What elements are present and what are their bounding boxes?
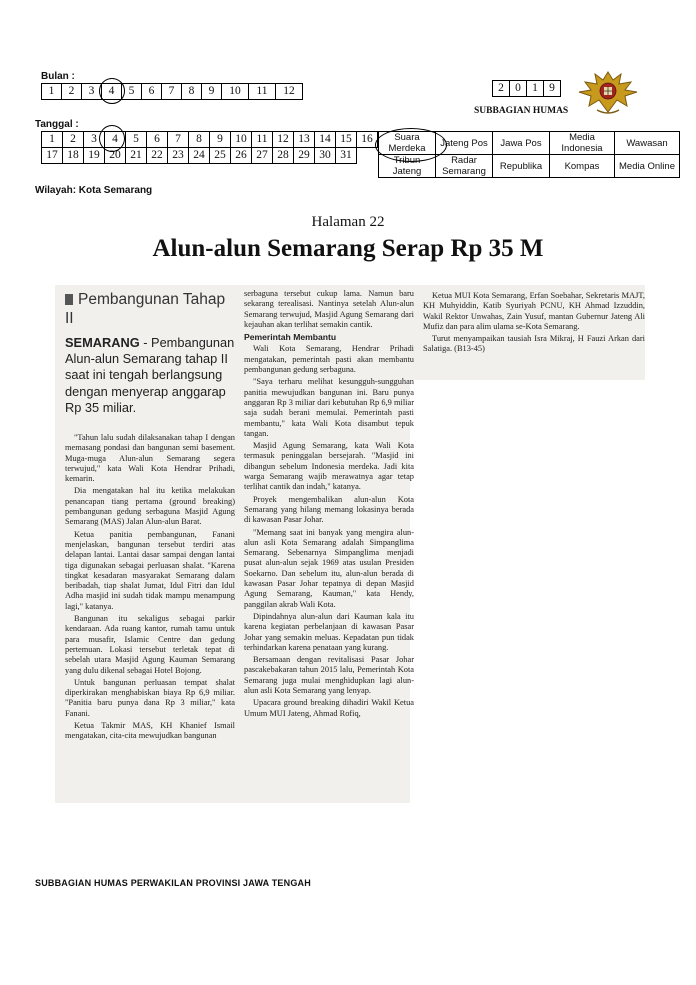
article-paragraph: Ketua MUI Kota Semarang, Erfan Soebahar, Sekretaris MAJT, KH Muhyiddin, Katib Syuriyah PCNU, KH Ahmad Izzuddin, Wakil Rektor Unwahas, Zain Yusuf, mantan Gubernur Jateng Ali Mufiz dan para alim ulama se-Kota Semarang.: [423, 291, 645, 331]
article-headline: Alun-alun Semarang Serap Rp 35 M: [152, 235, 544, 262]
tanggal-cell: 1: [42, 132, 63, 148]
article-paragraph: Ketua panitia pembangunan, Fanani menjelaskan, bangunan tersebut terdiri atas delapan lantai. Lantai dasar sampai dengan lantai tiga digunakan sebagai perluasan shalat. "Karena tingkat kesadaran masyarakat Semarang dalam beribadah, tiap shalat Jumat, Idul Fitri dan Idul Adha masjid ini sudah tidak mampu menampung lagi," katanya.: [65, 529, 235, 611]
tanggal-cell: 30: [315, 148, 336, 164]
article-paragraph: Dia mengatakan hal itu ketika melakukan penancapan tiang pertama (ground breaking) pembangunan gedung serbaguna Masjid Agung Semarang (MAS) Jalan Alun-alun Barat.: [65, 486, 235, 527]
media-cell: Media Online: [615, 155, 680, 178]
article-paragraph: Bersamaan dengan revitalisasi Pasar Johar pascakebakaran tahun 2015 lalu, Pemerintah Kota Semarang juga mulai menghidupkan lagi alun-alun asli Kota Semarang yang lenyap.: [244, 655, 414, 695]
tanggal-cell: 20: [105, 148, 126, 164]
tanggal-cell: 17: [42, 148, 63, 164]
tanggal-cell: 12: [273, 132, 294, 148]
article-paragraph: "Saya terharu melihat kesungguh-sungguhan panitia mewujudkan bangunan ini. Baru punya anggaran Rp 3 miliar dari kebutuhan Rp 6,9 miliar saja sudah berani memulai. Pemerintah pasti membantu," kata Wali Kota disambut tepuk tangan.: [244, 377, 414, 438]
media-cell: Radar Semarang: [436, 155, 493, 178]
col2-top-text: serbaguna tersebut cukup lama. Namun baru sekarang terealisasi. Nantinya setelah Alun-alun Semarang terwujud, Masjid Agung Semarang dari kejauhan akan terlihat semakin cantik.: [244, 289, 414, 329]
bulan-grid: [41, 83, 303, 100]
media-cell: Media Indonesia: [550, 132, 615, 155]
tanggal-cell: 16: [357, 132, 378, 148]
bulan-cell: 4: [102, 84, 122, 100]
subbagian-humas-label: SUBBAGIAN HUMAS: [474, 106, 569, 116]
garuda-emblem-icon: [577, 66, 639, 118]
year-digit-cell: 0: [510, 81, 527, 97]
tanggal-cell: 23: [168, 148, 189, 164]
article-paragraph: Turut menyampaikan tausiah Isra Mikraj, H Fauzi Arkan dari Salatiga. (B13-45): [423, 334, 645, 354]
media-cell: Jawa Pos: [493, 132, 550, 155]
media-cell: Wawasan: [615, 132, 680, 155]
tanggal-cell: 22: [147, 148, 168, 164]
tanggal-cell: 25: [210, 148, 231, 164]
page-number: Halaman 22: [311, 214, 385, 230]
article-paragraph: Upacara ground breaking dihadiri Wakil Ketua Umum MUI Jateng, Ahmad Rofiq,: [244, 698, 414, 718]
article-paragraph: Bangunan itu sekaligus sebagai parkir kendaraan. Ada ruang kantor, rumah tamu untuk para musafir, Islamic Centre dan gedung pertemuan. Lokasi tersebut terletak tepat di sebelah utara Masjid Agung Kauman Semarang yang dulu dikenal sebagai Hotel Bojong.: [65, 614, 235, 675]
kicker-square-icon: [65, 294, 73, 305]
tanggal-selection-circle: [99, 125, 125, 152]
lead-paragraph: [65, 335, 235, 416]
footer-text: SUBBAGIAN HUMAS PERWAKILAN PROVINSI JAWA TENGAH: [35, 878, 311, 888]
bulan-cell: 3: [82, 84, 102, 100]
wilayah-label: Wilayah: Kota Semarang: [35, 185, 153, 196]
tanggal-label: Tanggal :: [35, 119, 79, 130]
bulan-cell: 6: [142, 84, 162, 100]
tanggal-cell: 18: [63, 148, 84, 164]
year-digit-cell: 1: [527, 81, 544, 97]
bulan-label: Bulan :: [41, 71, 75, 82]
media-cell: Republika: [493, 155, 550, 178]
tanggal-cell: 3: [84, 132, 105, 148]
media-cell: Kompas: [550, 155, 615, 178]
tanggal-cell: 26: [231, 148, 252, 164]
tanggal-cell: 7: [168, 132, 189, 148]
col2-subhead: Pemerintah Membantu: [244, 332, 337, 343]
lead-text: - Pembangunan Alun-alun Semarang tahap II saat ini tengah berlangsung dengan menyerap anggarap Rp 35 miliar.: [65, 335, 235, 415]
article-column-2: [244, 289, 414, 799]
article-paragraph: "Memang saat ini banyak yang mengira alun-alun asli Kota Semarang adalah Simpanglima Semarang. Sebenarnya Simpanglima menjadi pusat alun-alun sejak 1969 atas usulan Presiden Soekarno. Dan sebelum itu, alun-alun berada di kawasan Pasar Johar tepatnya di depan Masjid Agung Semarang, Kauman," kata Hendy, panggilan akrab Wali Kota.: [244, 527, 414, 609]
article-paragraph: Wali Kota Semarang, Hendrar Prihadi mengatakan, pemerintah pasti akan membantu pembangunan gedung serbaguna.: [244, 344, 414, 375]
tanggal-cell: 8: [189, 132, 210, 148]
tanggal-cell: 13: [294, 132, 315, 148]
media-cell: Tribun Jateng: [379, 155, 436, 178]
article-lead-block: [65, 290, 235, 416]
bulan-cell: 8: [182, 84, 202, 100]
article-paragraph: "Tahun lalu sudah dilaksanakan tahap I dengan memasang pondasi dan bangunan semi basement. Muga-muga Alun-alun Semarang segera terwujud," kata Wali Kota Hendrar Prihadi, kemarin.: [65, 433, 235, 484]
bulan-cell: 5: [122, 84, 142, 100]
year-digit-cell: 9: [544, 81, 561, 97]
tanggal-cell: 27: [252, 148, 273, 164]
bulan-cell: 1: [42, 84, 62, 100]
tanggal-cell: 6: [147, 132, 168, 148]
tanggal-cell: 15: [336, 132, 357, 148]
tanggal-cell: 9: [210, 132, 231, 148]
tanggal-cell: 19: [84, 148, 105, 164]
tanggal-cell: 2: [63, 132, 84, 148]
tanggal-cell: 11: [252, 132, 273, 148]
year-box: [492, 80, 561, 97]
article-paragraph: Dipindahnya alun-alun dari Kauman kala itu karena kegiatan perbelanjaan di kawasan Pasar Johar yang semakin meluas. Kepadatan pun tidak terhindarkan karena penataan yang kurang.: [244, 611, 414, 652]
bulan-selection-circle: [99, 78, 125, 104]
year-digit-cell: 2: [493, 81, 510, 97]
kicker-text: Pembangunan Tahap II: [65, 291, 226, 327]
article-paragraph: Masjid Agung Semarang, kata Wali Kota termasuk peninggalan bersejarah. "Masjid ini dibangun sebelum Indonesia merdeka. Jadi kita warga Semarang wajib merawatnya agar tetap terlihat cantik dan indah," katanya.: [244, 441, 414, 492]
article-paragraph: Ketua Takmir MAS, KH Khanief Ismail mengatakan, cita-cita mewujudkan bangunan: [65, 721, 235, 741]
media-selection-circle: [375, 128, 447, 162]
article-column-3: [423, 291, 645, 376]
tanggal-cell: 4: [105, 132, 126, 148]
kicker: [65, 290, 235, 328]
media-cell: Suara Merdeka: [379, 132, 436, 155]
article-column-1: [65, 433, 235, 798]
tanggal-cell: 10: [231, 132, 252, 148]
article-paragraph: Untuk bangunan perluasan tempat shalat diperkirakan menghabiskan biaya Rp 6,9 miliar. "Panitia baru punya dana Rp 3 miliar," kata Fanani.: [65, 677, 235, 718]
bulan-cell: 7: [162, 84, 182, 100]
tanggal-cell: 31: [336, 148, 357, 164]
bulan-cell: 2: [62, 84, 82, 100]
tanggal-cell: 29: [294, 148, 315, 164]
bulan-cell: 12: [276, 84, 303, 100]
tanggal-cell: 21: [126, 148, 147, 164]
bulan-cell: 9: [202, 84, 222, 100]
lead-dateline: SEMARANG: [65, 335, 140, 350]
bulan-cell: 11: [249, 84, 276, 100]
bulan-cell: 10: [222, 84, 249, 100]
tanggal-cell: 5: [126, 132, 147, 148]
tanggal-cell: 28: [273, 148, 294, 164]
media-cell: Jateng Pos: [436, 132, 493, 155]
tanggal-cell: 14: [315, 132, 336, 148]
tanggal-grid: [41, 131, 378, 164]
article-paragraph: Proyek mengembalikan alun-alun Kota Semarang yang hilang memang lokasinya berada di kawasan Pasar Johar.: [244, 494, 414, 525]
tanggal-cell: 24: [189, 148, 210, 164]
